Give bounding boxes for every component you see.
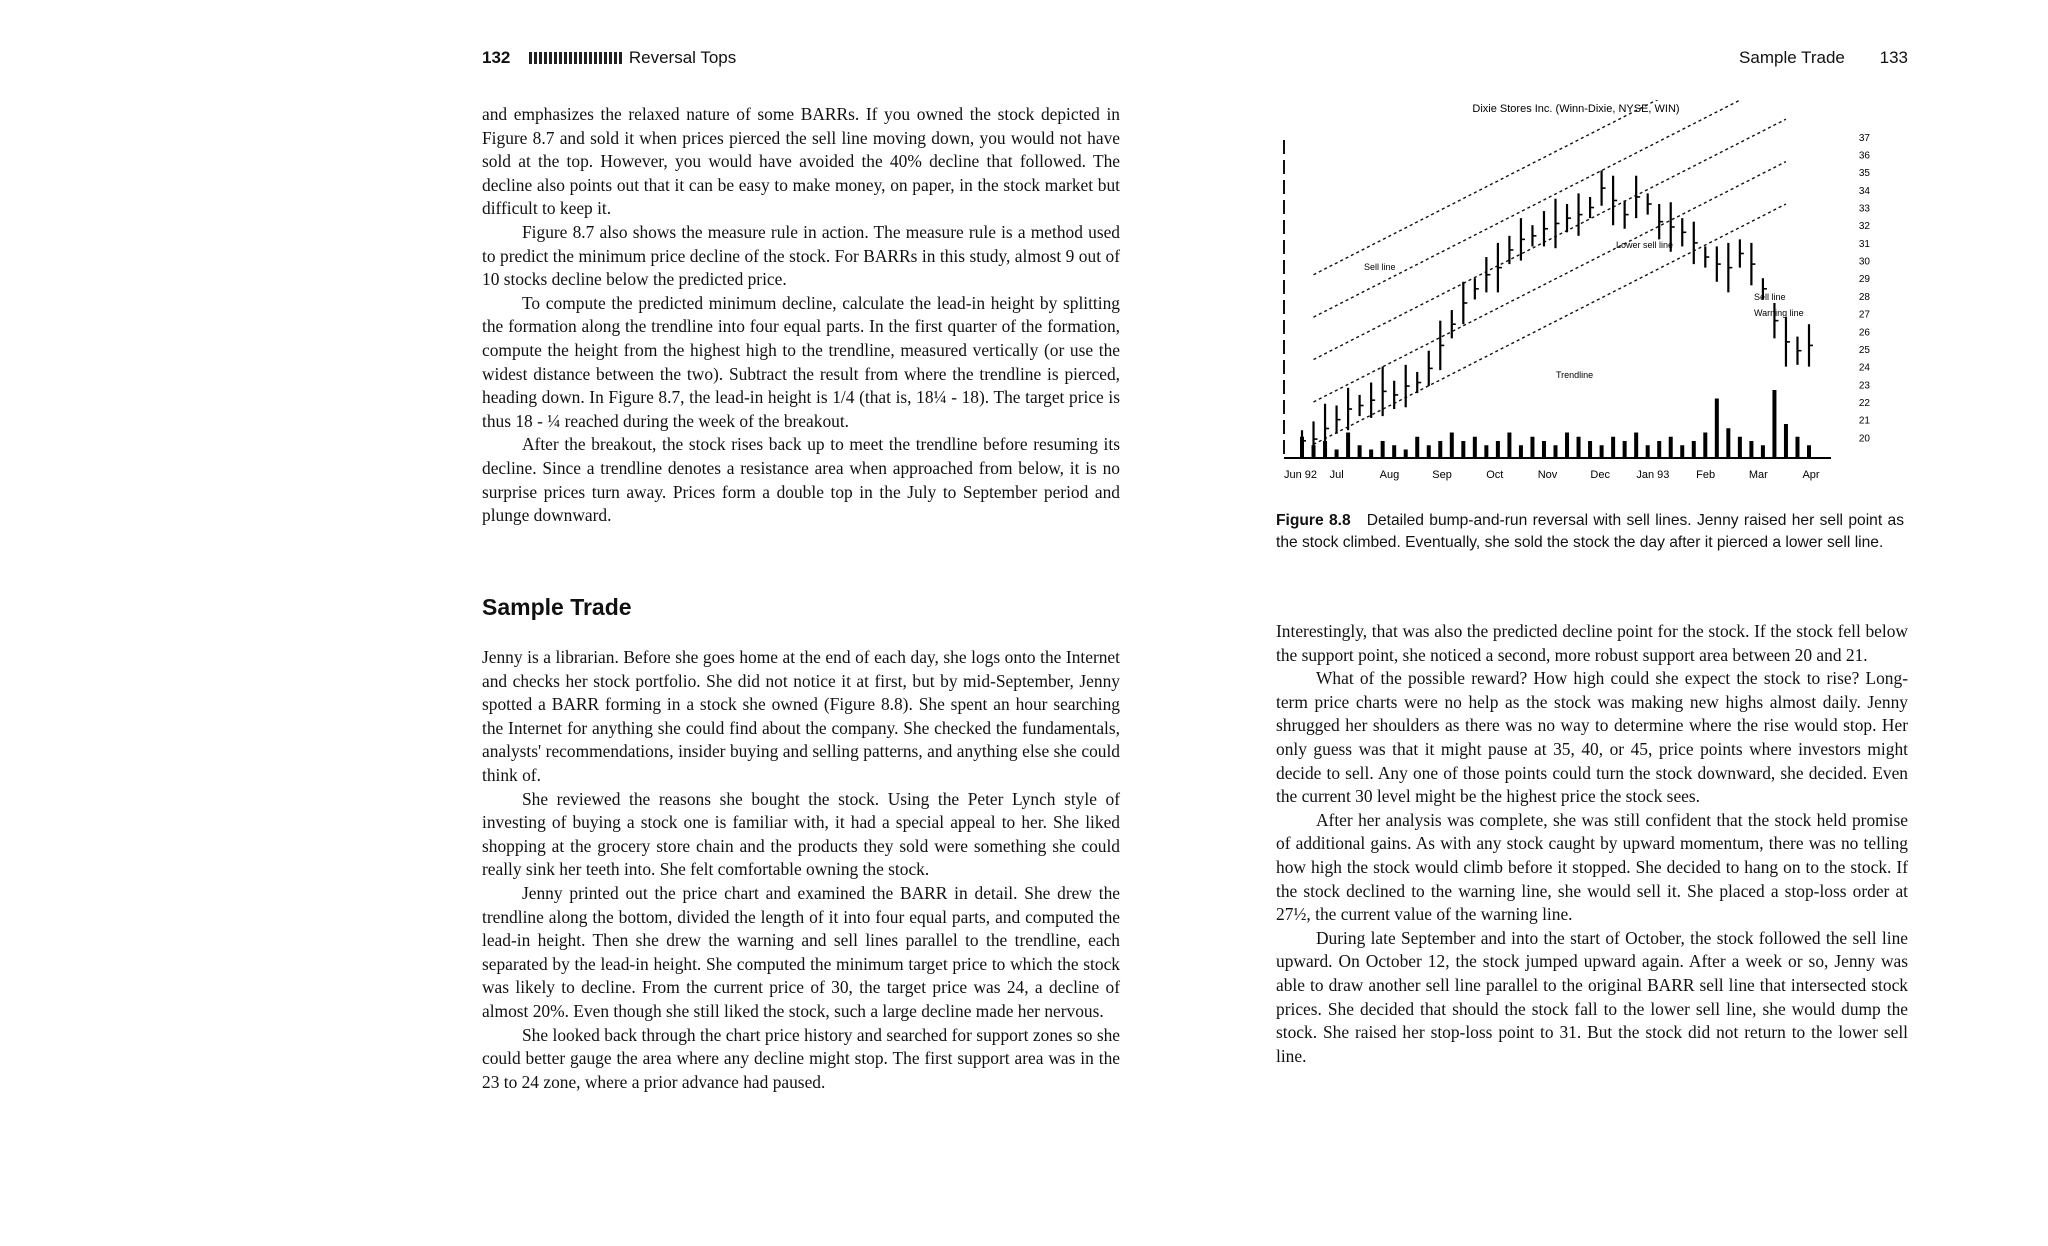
volume-bar [1715,399,1719,459]
volume-bar [1623,441,1627,458]
annotation-label: Lower sell line [1616,240,1674,250]
volume-bar [1358,445,1362,458]
trend-line [1314,100,1786,275]
volume-bars [1284,390,1831,458]
volume-bar [1795,437,1799,458]
paragraph: Interestingly, that was also the predicted decline point for the stock. If the stock fell below the support point, she noticed a second, more robust support area between 20 and 21. [1276,621,1908,665]
trend-lines [1314,100,1786,444]
right-page-number: 133 [1879,48,1908,67]
y-tick-label: 37 [1858,132,1870,144]
volume-bar [1415,437,1419,458]
chart-annotations [1364,240,1804,380]
figure-label: Figure 8.8 [1276,512,1351,529]
volume-bar [1646,445,1650,458]
x-tick-label: Aug [1379,469,1400,481]
annotation-label: Sell line [1754,292,1786,302]
x-tick-label: Nov [1537,469,1558,481]
volume-bar [1680,445,1684,458]
y-tick-label: 22 [1858,397,1870,409]
volume-bar [1335,450,1339,459]
volume-bar [1369,450,1373,459]
trend-line [1314,100,1786,317]
volume-bar [1554,445,1558,458]
y-tick-label: 21 [1858,415,1870,427]
y-tick-label: 34 [1858,185,1870,197]
paragraph: To compute the predicted minimum decline, calculate the lead-in height by splitting the formation along the trendline into four equal parts. In the first quarter of the formation, compute the height from the highest high to the trendline, measured vertically (or use the widest distance between the two). Subtract the result from where the trendline is pierced, heading down. In Figure 8.7, the lead-in height is 1/4 (that is, 18¼ - 18). The target price is thus 18 - ¼ reached during the week of the breakout. [482,292,1120,431]
volume-bar [1749,441,1753,458]
annotation-label: Sell line [1364,262,1396,272]
y-tick-label: 23 [1858,380,1870,392]
volume-bar [1427,445,1431,458]
y-tick-label: 25 [1858,344,1870,356]
volume-bar [1611,437,1615,458]
x-tick-label: Oct [1486,469,1504,481]
volume-bar [1507,433,1511,459]
volume-bar [1312,445,1316,458]
y-tick-label: 35 [1858,168,1870,180]
price-bars [1302,170,1813,456]
caption-text: Detailed bump-and-run reversal with sell lines. Jenny raised her sell point as the stock climbed. Eventually, she sold the stock the day after it pierced a lower sell line. [1276,512,1904,551]
volume-bar [1726,428,1730,458]
volume-bar [1703,433,1707,459]
volume-bar [1519,445,1523,458]
volume-bar [1323,441,1327,458]
y-tick-label: 20 [1858,433,1870,445]
volume-bar [1565,433,1569,459]
y-tick-label: 27 [1858,309,1870,321]
x-axis-ticks [1284,469,1820,481]
annotation-label: Warning line [1754,308,1804,318]
volume-bar [1392,445,1396,458]
volume-bar [1784,424,1788,458]
y-tick-label: 32 [1858,221,1870,233]
x-tick-label: Apr [1802,469,1820,481]
y-tick-label: 29 [1858,274,1870,286]
y-tick-label: 33 [1858,203,1870,215]
volume-bar [1600,445,1604,458]
paragraph: She looked back through the chart price history and searched for support zones so she could better gauge the area where any decline might stop. The first support area was in the 23 to 24 zone, where a prior advance had paused. [482,1024,1120,1092]
figure-8-8 [1276,100,1876,500]
x-tick-label: Jul [1329,469,1344,481]
x-tick-label: Mar [1748,469,1768,481]
volume-bar [1461,441,1465,458]
right-header [1276,48,1908,74]
volume-bar [1346,433,1350,459]
volume-bar [1450,433,1454,459]
paragraph: During late September and into the start of October, the stock followed the sell line upward. On October 12, the stock jumped upward again. After a week or so, Jenny was able to draw another sell line parallel to the original BARR sell line that intersected stock prices. She decided that should the stock fall to the lower sell line, she would dump the stock. She raised her stop-loss point to 31. But the stock did not return to the lower sell line. [1276,927,1908,1066]
x-tick-label: Jun 92 [1284,469,1318,481]
volume-bar [1577,437,1581,458]
paragraph: After her analysis was complete, she was still confident that the stock held promise of additional gains. As with any stock caught by upward momentum, there was no telling how high the stock would climb before it stopped. She decided to hang on to the stock. If the stock declined to the warning line, she would sell it. She placed a stop-loss order at 27½, the current value of the warning line. [1276,809,1908,925]
volume-bar [1588,441,1592,458]
figure-caption [1276,510,1904,554]
right-bottom-text [1276,620,1908,1068]
paragraph: She reviewed the reasons she bought the stock. Using the Peter Lynch style of investing of buying a stock one is familiar with, it had a special appeal to her. She liked shopping at the grocery store chain and the products they sold were something she could really sink her teeth into. She felt comfortable owning the stock. [482,788,1120,880]
x-tick-label: Jan 93 [1636,469,1670,481]
volume-bar [1404,450,1408,459]
price-chart [1276,100,1876,500]
paragraph: and emphasizes the relaxed nature of some BARRs. If you owned the stock depicted in Figure 8.7 and sold it when prices pierced the sell line moving down, you would not have sold at the top. However, you would have avoided the 40% decline that followed. The decline also points out that it can be easy to make money, on paper, in the stock market but difficult to keep it. [482,104,1120,219]
right-header-title: Sample Trade [1739,48,1845,67]
volume-bar [1761,445,1765,458]
volume-bar [1738,437,1742,458]
volume-bar [1542,441,1546,458]
volume-bar [1438,441,1442,458]
y-axis-ticks [1859,133,1871,444]
left-bottom-text [482,646,1120,1094]
volume-bar [1692,441,1696,458]
volume-bar [1634,433,1638,459]
volume-bar [1530,437,1534,458]
x-tick-label: Feb [1696,469,1716,481]
paragraph: Jenny printed out the price chart and examined the BARR in detail. She drew the trendline along the bottom, divided the length of it into four equal parts, and computed the lead-in height. Then she drew the warning and sell lines parallel to the trendline, each separated by the lead-in height. She computed the minimum target price to which the stock was likely to decline. From the current price of 30, the target price was 24, a decline of almost 20%. Even though she still liked the stock, such a large decline made her nervous. [482,882,1120,1021]
volume-bar [1381,441,1385,458]
paragraph: Jenny is a librarian. Before she goes home at the end of each day, she logs onto the Internet and checks her stock portfolio. She did not notice it at first, but by mid-September, Jenny spotted a BARR forming in a stock she owned (Figure 8.8). She spent an hour searching the Internet for anything she could find about the company. She checked the fundamentals, analysts' recommendations, insider buying and selling patterns, and anything else she could think of. [482,647,1120,785]
y-tick-label: 30 [1858,256,1870,268]
volume-bar [1473,437,1477,458]
volume-bar [1484,445,1488,458]
paragraph: After the breakout, the stock rises back up to meet the trendline before resuming its decline. Since a trendline denotes a resistance area when approached from below, it is no surprise prices turn away. Prices form a double top in the July to September period and plunge downward. [482,434,1120,526]
paragraph: Figure 8.7 also shows the measure rule in action. The measure rule is a method used to predict the minimum price decline of the stock. For BARRs in this study, almost 9 out of 10 stocks decline below the predicted price. [482,221,1120,290]
y-tick-label: 36 [1858,150,1870,162]
y-tick-label: 31 [1858,238,1870,250]
x-tick-label: Sep [1432,469,1452,481]
chart-title: Dixie Stores Inc. (Winn-Dixie, NYSE, WIN) [1472,103,1680,115]
volume-bar [1657,441,1661,458]
left-header [482,48,1120,74]
left-page-number: 132 [482,48,511,67]
volume-bar [1300,437,1304,458]
left-header-title: Reversal Tops [628,48,737,67]
volume-bar [1807,445,1811,458]
section-heading: Sample Trade [482,594,632,620]
y-tick-label: 28 [1858,291,1870,303]
x-tick-label: Dec [1590,469,1610,481]
volume-bar [1496,441,1500,458]
left-top-text [482,103,1120,528]
y-tick-label: 26 [1858,327,1870,339]
volume-bar [1772,390,1776,458]
annotation-label: Trendline [1556,370,1594,380]
header-garbled-text [529,52,624,64]
y-tick-label: 24 [1858,362,1870,374]
volume-bar [1669,437,1673,458]
paragraph: What of the possible reward? How high could she expect the stock to rise? Long-term price charts were no help as the stock was making new highs almost daily. Jenny shrugged her shoulders as there was no way to determine where the rise would stop. Her only guess was that it might pause at 35, 40, or 45, price points where investors might decide to sell. Any one of those points could turn the stock downward, she decided. Even the current 30 level might be the highest price the stock sees. [1276,668,1908,807]
